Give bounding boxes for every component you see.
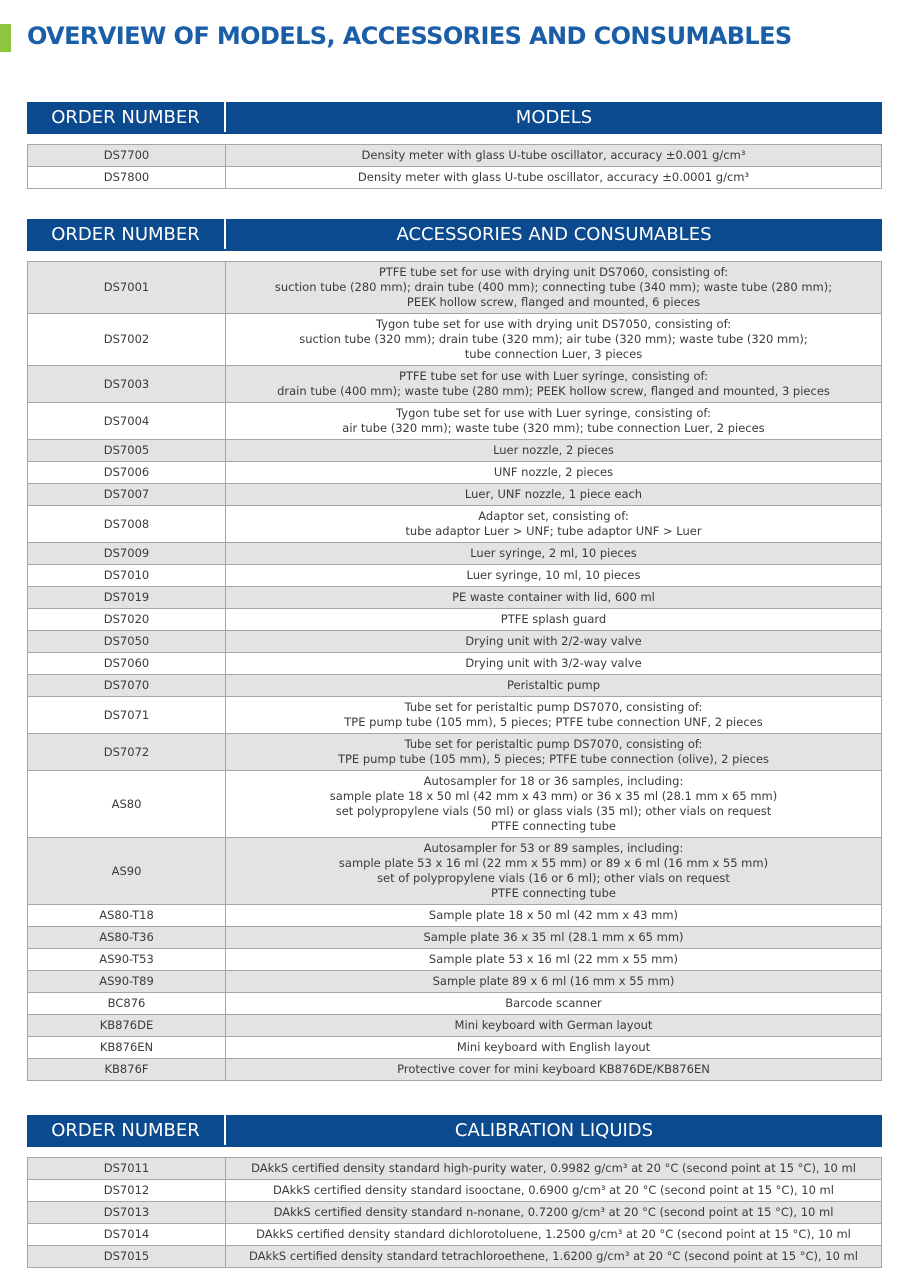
order-number-cell: DS7011 xyxy=(28,1158,226,1180)
order-number-cell: DS7004 xyxy=(28,403,226,440)
description-line: PTFE splash guard xyxy=(500,612,607,626)
description-cell xyxy=(226,167,882,189)
order-number-cell: DS7070 xyxy=(28,675,226,697)
description-cell xyxy=(226,484,882,506)
calibration-table xyxy=(27,1157,882,1268)
title-accent-bar xyxy=(0,24,11,52)
description-cell xyxy=(226,462,882,484)
description-cell xyxy=(226,587,882,609)
calibration-header xyxy=(27,1115,882,1147)
accessories-header xyxy=(27,219,882,251)
description-cell xyxy=(226,631,882,653)
table-row xyxy=(28,440,882,462)
description-line: Barcode scanner xyxy=(505,996,602,1010)
table-row xyxy=(28,145,882,167)
models-table xyxy=(27,144,882,189)
order-number-cell: AS80-T18 xyxy=(28,905,226,927)
description-line: suction tube (280 mm); drain tube (400 mm); connecting tube (340 mm); waste tube (280 mm); xyxy=(274,280,833,294)
description-line: tube adaptor Luer > UNF; tube adaptor UNF > Luer xyxy=(405,524,702,538)
description-line: DAkkS certified density standard n-nonane, 0.7200 g/cm³ at 20 °C (second point at 15 °C), 10 ml xyxy=(273,1205,834,1219)
order-number-cell: DS7050 xyxy=(28,631,226,653)
order-number-cell: DS7003 xyxy=(28,366,226,403)
order-number-cell: DS7013 xyxy=(28,1202,226,1224)
description-line: Drying unit with 3/2-way valve xyxy=(465,656,642,670)
calibration-section xyxy=(27,1115,882,1268)
table-row xyxy=(28,949,882,971)
table-row xyxy=(28,771,882,838)
table-row xyxy=(28,609,882,631)
description-line: suction tube (320 mm); drain tube (320 mm); air tube (320 mm); waste tube (320 mm); xyxy=(299,332,808,346)
description-line: DAkkS certified density standard high-purity water, 0.9982 g/cm³ at 20 °C (second point at 15 °C), 10 ml xyxy=(251,1161,856,1175)
table-row xyxy=(28,484,882,506)
description-cell xyxy=(226,697,882,734)
table-row xyxy=(28,403,882,440)
description-cell xyxy=(226,1224,882,1246)
accessories-table xyxy=(27,261,882,1081)
description-line: Tygon tube set for use with drying unit DS7050, consisting of: xyxy=(375,317,732,331)
description-line: PTFE tube set for use with drying unit DS7060, consisting of: xyxy=(378,265,729,279)
description-cell xyxy=(226,1202,882,1224)
description-line: PTFE connecting tube xyxy=(491,819,616,833)
models-header-order-number: ORDER NUMBER xyxy=(27,102,226,132)
table-row xyxy=(28,838,882,905)
description-cell xyxy=(226,366,882,403)
description-cell xyxy=(226,314,882,366)
table-row xyxy=(28,675,882,697)
description-cell xyxy=(226,262,882,314)
description-cell xyxy=(226,543,882,565)
description-cell xyxy=(226,993,882,1015)
description-cell xyxy=(226,653,882,675)
description-line: Mini keyboard with English layout xyxy=(456,1040,651,1054)
description-line: air tube (320 mm); waste tube (320 mm); tube connection Luer, 2 pieces xyxy=(342,421,765,435)
description-line: Density meter with glass U-tube oscillator, accuracy ±0.001 g/cm³ xyxy=(361,148,746,162)
description-line: Peristaltic pump xyxy=(506,678,601,692)
description-line: PE waste container with lid, 600 ml xyxy=(452,590,655,604)
description-cell xyxy=(226,949,882,971)
description-line: Sample plate 53 x 16 ml (22 mm x 55 mm) xyxy=(428,952,679,966)
table-row xyxy=(28,167,882,189)
table-row xyxy=(28,506,882,543)
description-line: Protective cover for mini keyboard KB876DE/KB876EN xyxy=(397,1062,710,1076)
description-line: Drying unit with 2/2-way valve xyxy=(465,634,642,648)
order-number-cell: AS90 xyxy=(28,838,226,905)
order-number-cell: DS7014 xyxy=(28,1224,226,1246)
table-row xyxy=(28,1202,882,1224)
order-number-cell: AS90-T53 xyxy=(28,949,226,971)
calibration-header-title: CALIBRATION LIQUIDS xyxy=(454,1119,654,1141)
accessories-header-title: ACCESSORIES AND CONSUMABLES xyxy=(396,223,712,245)
table-row xyxy=(28,1224,882,1246)
table-row xyxy=(28,971,882,993)
description-line: PTFE tube set for use with Luer syringe, consisting of: xyxy=(398,369,709,383)
description-cell xyxy=(226,675,882,697)
description-cell xyxy=(226,971,882,993)
order-number-cell: DS7800 xyxy=(28,167,226,189)
order-number-cell: DS7015 xyxy=(28,1246,226,1268)
description-line: drain tube (400 mm); waste tube (280 mm); PEEK hollow screw, flanged and mounted, 3 pieces xyxy=(277,384,830,398)
table-row xyxy=(28,366,882,403)
accessories-section xyxy=(27,219,882,1081)
order-number-cell: DS7019 xyxy=(28,587,226,609)
description-line: Mini keyboard with German layout xyxy=(454,1018,653,1032)
description-cell xyxy=(226,1059,882,1081)
description-line: set of polypropylene vials (16 or 6 ml); other vials on request xyxy=(377,871,730,885)
description-cell xyxy=(226,403,882,440)
description-cell xyxy=(226,927,882,949)
description-line: Sample plate 89 x 6 ml (16 mm x 55 mm) xyxy=(432,974,675,988)
description-line: Luer nozzle, 2 pieces xyxy=(493,443,614,457)
description-cell xyxy=(226,734,882,771)
description-cell xyxy=(226,1037,882,1059)
models-section xyxy=(27,102,882,189)
table-row xyxy=(28,734,882,771)
description-cell xyxy=(226,1015,882,1037)
description-line: tube connection Luer, 3 pieces xyxy=(464,347,643,361)
table-row xyxy=(28,697,882,734)
description-line: PEEK hollow screw, flanged and mounted, 6 pieces xyxy=(406,295,701,309)
table-row xyxy=(28,1037,882,1059)
table-row xyxy=(28,1180,882,1202)
description-line: Autosampler for 53 or 89 samples, including: xyxy=(423,841,684,855)
order-number-cell: BC876 xyxy=(28,993,226,1015)
description-line: Luer syringe, 10 ml, 10 pieces xyxy=(466,568,641,582)
description-line: Adaptor set, consisting of: xyxy=(478,509,629,523)
order-number-cell: DS7071 xyxy=(28,697,226,734)
description-line: Tube set for peristaltic pump DS7070, consisting of: xyxy=(404,737,703,751)
order-number-cell: DS7007 xyxy=(28,484,226,506)
description-line: Autosampler for 18 or 36 samples, including: xyxy=(423,774,684,788)
order-number-cell: KB876F xyxy=(28,1059,226,1081)
description-line: DAkkS certified density standard dichlorotoluene, 1.2500 g/cm³ at 20 °C (second point at 15 °C), 10 ml xyxy=(256,1227,851,1241)
order-number-cell: DS7060 xyxy=(28,653,226,675)
table-row xyxy=(28,1246,882,1268)
description-line: Sample plate 18 x 50 ml (42 mm x 43 mm) xyxy=(428,908,679,922)
description-cell xyxy=(226,1180,882,1202)
description-cell xyxy=(226,565,882,587)
description-line: Luer syringe, 2 ml, 10 pieces xyxy=(470,546,637,560)
description-cell xyxy=(226,838,882,905)
description-line: DAkkS certified density standard tetrachloroethene, 1.6200 g/cm³ at 20 °C (second point at 15 °C), 10 ml xyxy=(249,1249,858,1263)
description-line: UNF nozzle, 2 pieces xyxy=(493,465,614,479)
order-number-cell: DS7008 xyxy=(28,506,226,543)
order-number-cell: DS7009 xyxy=(28,543,226,565)
description-cell xyxy=(226,1246,882,1268)
order-number-cell: KB876DE xyxy=(28,1015,226,1037)
calibration-header-order-number: ORDER NUMBER xyxy=(27,1115,226,1145)
description-line: PTFE connecting tube xyxy=(491,886,616,900)
table-row xyxy=(28,565,882,587)
description-cell xyxy=(226,145,882,167)
table-row xyxy=(28,1015,882,1037)
models-header-title: MODELS xyxy=(515,106,593,128)
order-number-cell: DS7020 xyxy=(28,609,226,631)
order-number-cell: DS7010 xyxy=(28,565,226,587)
page-title: OVERVIEW OF MODELS, ACCESSORIES AND CONSUMABLES xyxy=(27,22,792,50)
table-row xyxy=(28,631,882,653)
description-line: TPE pump tube (105 mm), 5 pieces; PTFE tube connection UNF, 2 pieces xyxy=(344,715,763,729)
description-cell xyxy=(226,506,882,543)
description-line: Tygon tube set for use with Luer syringe, consisting of: xyxy=(396,406,711,420)
order-number-cell: DS7002 xyxy=(28,314,226,366)
description-cell xyxy=(226,905,882,927)
description-line: sample plate 53 x 16 ml (22 mm x 55 mm) or 89 x 6 ml (16 mm x 55 mm) xyxy=(338,856,769,870)
order-number-cell: DS7072 xyxy=(28,734,226,771)
table-row xyxy=(28,653,882,675)
table-row xyxy=(28,543,882,565)
order-number-cell: KB876EN xyxy=(28,1037,226,1059)
description-line: Sample plate 36 x 35 ml (28.1 mm x 65 mm) xyxy=(423,930,684,944)
table-row xyxy=(28,905,882,927)
table-row xyxy=(28,462,882,484)
description-line: sample plate 18 x 50 ml (42 mm x 43 mm) or 36 x 35 ml (28.1 mm x 65 mm) xyxy=(329,789,778,803)
order-number-cell: DS7001 xyxy=(28,262,226,314)
table-row xyxy=(28,927,882,949)
description-cell xyxy=(226,1158,882,1180)
models-header xyxy=(27,102,882,134)
accessories-header-order-number: ORDER NUMBER xyxy=(27,219,226,249)
description-line: DAkkS certified density standard isooctane, 0.6900 g/cm³ at 20 °C (second point at 15 °C), 10 ml xyxy=(273,1183,834,1197)
description-line: set polypropylene vials (50 ml) or glass vials (35 ml); other vials on request xyxy=(335,804,772,818)
description-line: Tube set for peristaltic pump DS7070, consisting of: xyxy=(404,700,703,714)
order-number-cell: AS80-T36 xyxy=(28,927,226,949)
order-number-cell: DS7700 xyxy=(28,145,226,167)
description-cell xyxy=(226,771,882,838)
order-number-cell: AS90-T89 xyxy=(28,971,226,993)
table-row xyxy=(28,262,882,314)
order-number-cell: DS7005 xyxy=(28,440,226,462)
order-number-cell: DS7012 xyxy=(28,1180,226,1202)
table-row xyxy=(28,1158,882,1180)
table-row xyxy=(28,1059,882,1081)
description-line: Density meter with glass U-tube oscillator, accuracy ±0.0001 g/cm³ xyxy=(357,170,750,184)
table-row xyxy=(28,314,882,366)
description-line: TPE pump tube (105 mm), 5 pieces; PTFE tube connection (olive), 2 pieces xyxy=(337,752,770,766)
description-cell xyxy=(226,609,882,631)
order-number-cell: DS7006 xyxy=(28,462,226,484)
table-row xyxy=(28,993,882,1015)
description-line: Luer, UNF nozzle, 1 piece each xyxy=(464,487,643,501)
table-row xyxy=(28,587,882,609)
order-number-cell: AS80 xyxy=(28,771,226,838)
description-cell xyxy=(226,440,882,462)
